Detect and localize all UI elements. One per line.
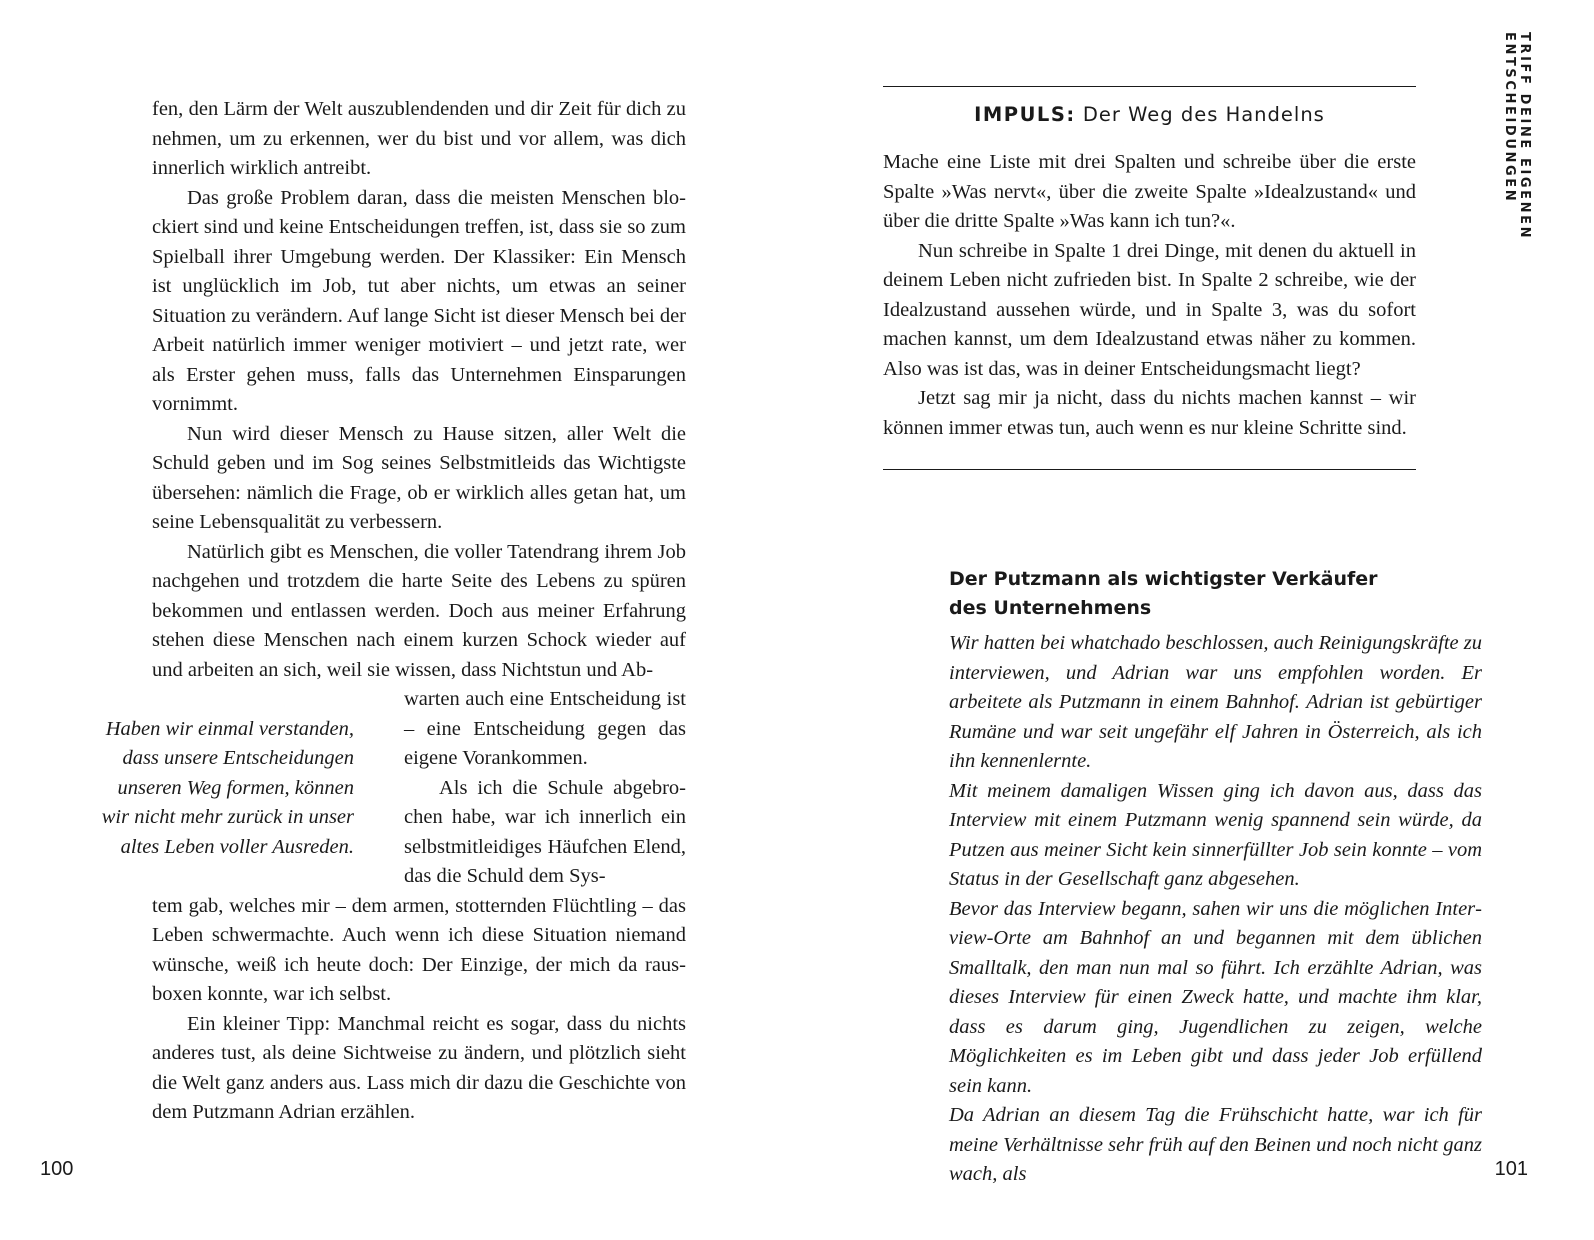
paragraph: Mache eine Liste mit drei Spalten und schreibe über die erste Spalte »Was nervt«, über die zweite Spalte »Idealzustand« und über die dritte Spalte »Was kann ich tun?«. [883,151,1416,232]
paragraph: tem gab, welches mir – dem armen, stotternden Flüchtling – das Leben schwermachte. Auch wenn ich diese Situation niemand wünsche, weiß ich heute doch: Der Einzige, der mich da rausboxen konnte, war ich selbst. [152,894,686,1005]
story-heading-line: des Unternehmens [949,597,1152,619]
paragraph: Mit meinem damaligen Wissen ging ich davon aus, dass das Interview mit einem Putzmann wenig spannend sein würde, da Putzen aus meiner Sicht kein sinnerfüllter Job sein konnte – vom Status in der Gesellschaft ganz abgesehen. [949,779,1482,890]
pullquote-section [92,685,686,892]
paragraph: Ein kleiner Tipp: Manchmal reicht es sogar, dass du nichts anderes tust, als deine Sichtweise zu ändern, und plötzlich sieht die Welt ganz anders aus. Lass mich dir dazu die Geschichte von dem Putzmann Adrian erzählen. [152,1012,686,1123]
paragraph: Jetzt sag mir ja nicht, dass du nichts machen kannst – wir können immer etwas tun, auch wenn es nur kleine Schritte sind. [883,387,1416,439]
story-heading [949,565,1482,623]
paragraph: Als ich die Schule abgebrochen habe, war ich innerlich ein selbstmitleidiges Häufchen Elend, das die Schuld dem Sys- [404,776,686,887]
paragraph: Natürlich gibt es Menschen, die voller Tatendrang ihrem Job nachgehen und trotzdem die harte Seite des Lebens zu spüren bekommen und entlassen werden. Doch aus meiner Erfahrung stehen diese Menschen nach einem kurzen Schock wieder auf und arbeiten an sich, weil sie wissen, dass Nichtstun und Ab- [152,540,686,681]
left-body-text [101,95,686,1128]
impuls-label: IMPULS: [974,103,1076,126]
paragraph: warten auch eine Entscheidung ist – eine Entscheidung gegen das eigene Vorankommen. [404,688,686,769]
paragraph: fen, den Lärm der Welt auszublendenden und dir Zeit für dich zu nehmen, um zu erkennen, wer du bist und vor allem, was dich innerlich wirklich antreibt. [152,98,686,179]
right-page [797,0,1594,1240]
page-number-right: 101 [1494,1158,1528,1180]
impuls-box [883,86,1416,470]
paragraph: Bevor das Interview begann, sahen wir uns die möglichen Interview-Orte am Bahnhof an und begannen mit dem üblichen Smalltalk, den man nun mal so führt. Ich erzählte Adrian, was dieses Interview für einen Zweck hatte, und machte ihm klar, dass es darum ging, Jugendlichen zu zeigen, welche Möglichkeiten es im Leben gibt und dass jeder Job erfüllend sein kann. [949,897,1482,1097]
impuls-text [883,148,1416,443]
story-text [949,629,1482,1190]
impuls-title [883,103,1416,126]
paragraph: Da Adrian an diesem Tag die Frühschicht hatte, war ich für meine Verhältnisse sehr früh auf den Beinen und noch nicht ganz wach, als [949,1104,1482,1185]
page-number-left: 100 [40,1158,74,1180]
impuls-title-text: Der Weg des Handelns [1082,103,1325,126]
paragraph: Nun schreibe in Spalte 1 drei Dinge, mit denen du aktuell in deinem Leben nicht zufrieden bist. In Spalte 2 schreibe, wie der Idealzustand aussehen würde, und in Spalte 3, was du sofort machen kannst, um dem Idealzustand etwas näher zu kommen. Also was ist das, was in deiner Entscheidungsmacht liegt? [883,239,1416,380]
running-head: TRIFF DEINE EIGENEN ENTSCHEIDUNGEN [1502,32,1532,241]
pullquote: Haben wir einmal verstanden, dass unsere Entscheidungen unseren Weg formen, können wir nicht mehr zurück in unser altes Leben voller Ausreden. [101,717,354,858]
story-heading-line: Der Putzmann als wichtigster Verkäufer [949,568,1378,590]
paragraph: Nun wird dieser Mensch zu Hause sitzen, aller Welt die Schuld geben und im Sog seines Selbstmitleids das Wichtigste übersehen: nämlich die Frage, ob er wirklich alles getan hat, um seine Lebensqualität zu verbessern. [152,422,686,533]
paragraph: Wir hatten bei whatchado beschlossen, auch Reinigungskräfte zu interviewen, und Adrian war uns empfohlen worden. Er arbeitete als Putzmann in einem Bahnhof. Adrian ist gebürtiger Rumäne und war seit ungefähr elf Jahren in Österreich, als ich ihn kennenlernte. [949,632,1482,772]
pullquote-side-text [404,685,686,892]
story-section [949,565,1482,1190]
paragraph: Das große Problem daran, dass die meisten Menschen blockiert sind und keine Entscheidungen treffen, ist, dass sie so zum Spielball ihrer Umgebung werden. Der Klassiker: Ein Mensch ist unglücklich im Job, tut aber nichts, um etwas an seiner Situation zu verändern. Auf lange Sicht ist dieser Mensch bei der Arbeit natürlich immer weniger motiviert – und jetzt rate, wer als Erster gehen muss, falls das Unternehmen Einsparungen vornimmt. [152,186,686,415]
